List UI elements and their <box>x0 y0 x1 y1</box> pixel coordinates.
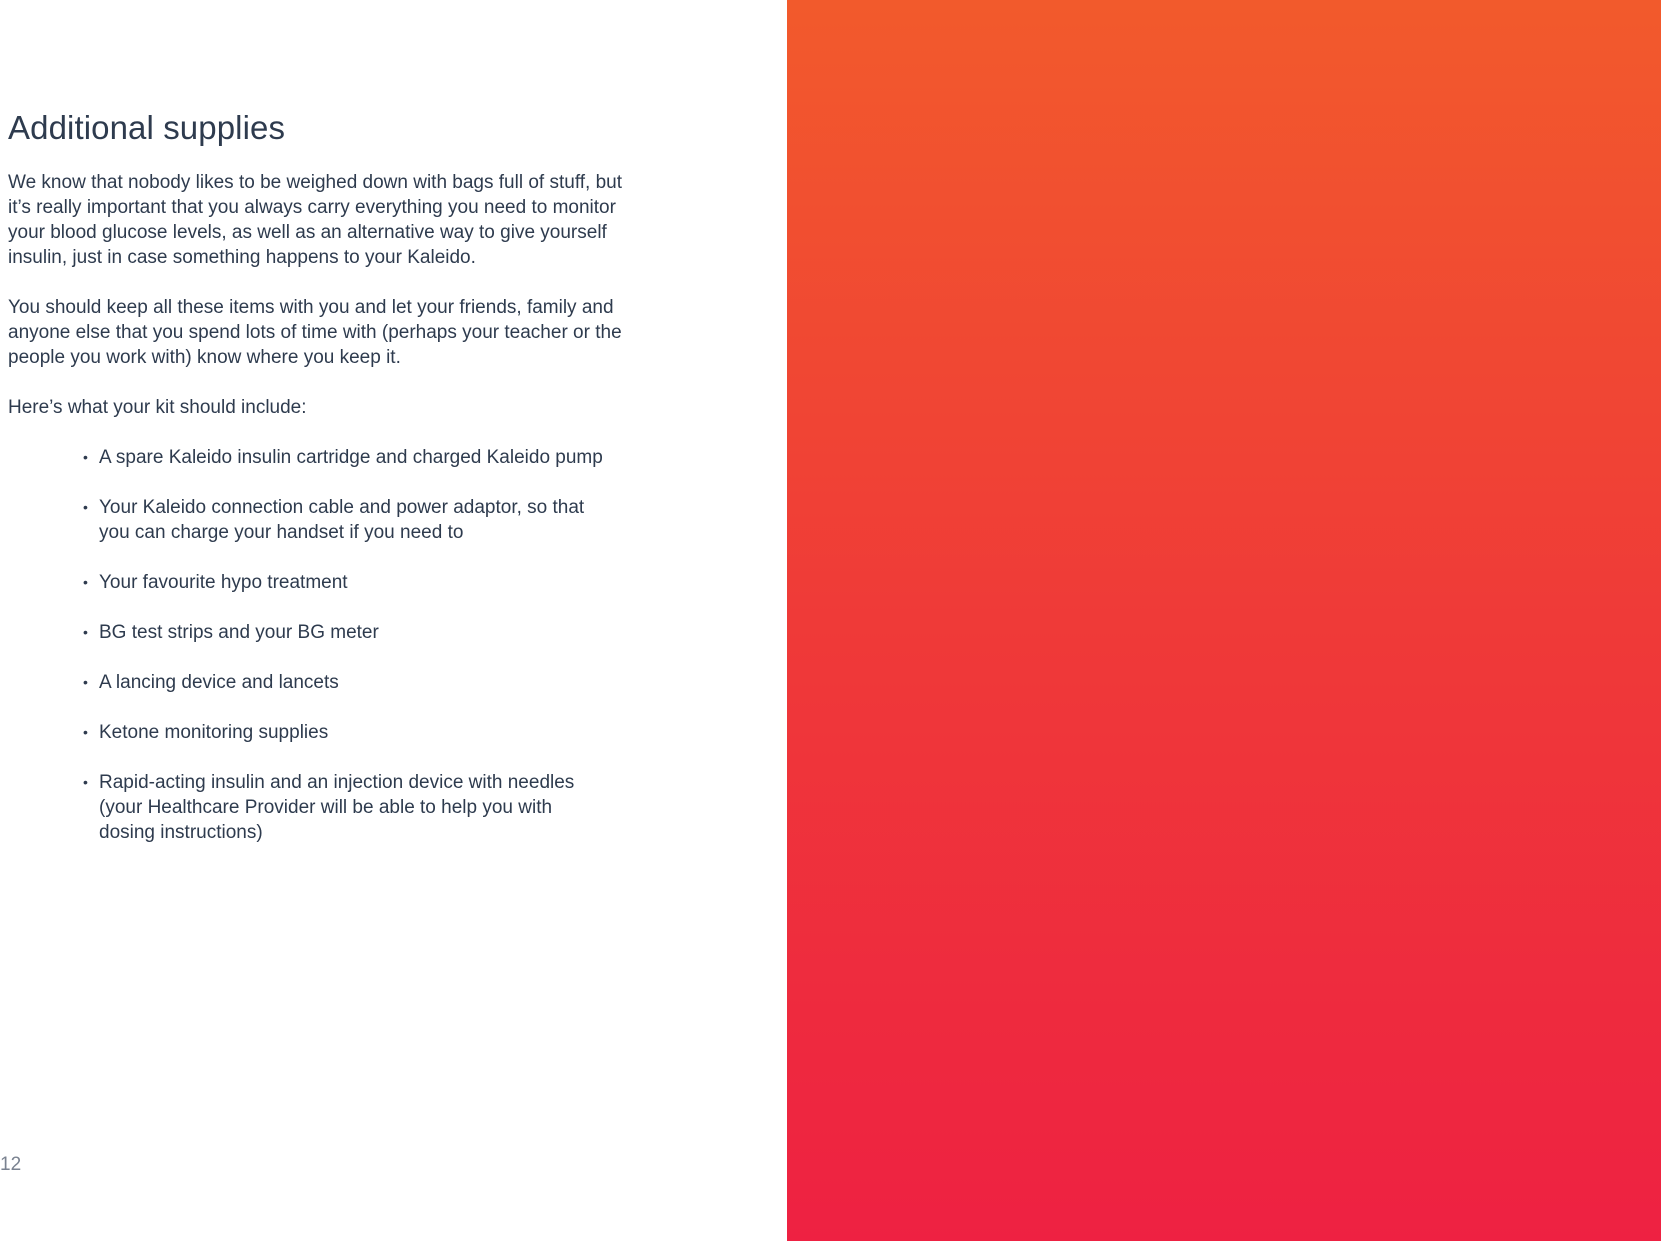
page-title: Additional supplies <box>8 109 286 146</box>
page-number: 12 <box>0 1154 22 1175</box>
page-content <box>8 106 628 870</box>
list-item-text: Your favourite hypo treatment <box>99 572 348 593</box>
list-item <box>83 770 603 845</box>
list-item-text: Ketone monitoring supplies <box>99 722 329 743</box>
list-item <box>83 720 603 745</box>
bullet-icon: • <box>83 774 88 790</box>
bullet-icon: • <box>83 724 88 740</box>
keep-items-paragraph: You should keep all these items with you and let your friends, family and anyone else that you spend lots of time with (perhaps your teacher or the people you work with) know where you keep it. <box>8 297 622 368</box>
list-item <box>83 670 603 695</box>
list-item-text: BG test strips and your BG meter <box>99 622 379 643</box>
list-item <box>83 620 603 645</box>
list-item <box>83 570 603 595</box>
list-item <box>83 445 603 470</box>
bullet-icon: • <box>83 624 88 640</box>
gradient-panel <box>787 0 1661 1241</box>
list-item-text: A spare Kaleido insulin cartridge and charged Kaleido pump <box>99 447 603 468</box>
bullet-icon: • <box>83 499 88 515</box>
list-item-text: A lancing device and lancets <box>99 672 339 693</box>
list-item-text: Rapid-acting insulin and an injection device with needles (your Healthcare Provider will be able to help you with dosing instructions) <box>99 772 575 843</box>
bullet-icon: • <box>83 449 88 465</box>
intro-paragraph: We know that nobody likes to be weighed down with bags full of stuff, but it’s really important that you always carry everything you need to monitor your blood glucose levels, as well as an alternative way to give yourself insulin, just in case something happens to your Kaleido. <box>8 172 623 268</box>
kit-intro-paragraph: Here’s what your kit should include: <box>8 397 307 418</box>
bullet-icon: • <box>83 674 88 690</box>
left-page <box>0 0 787 1241</box>
bullet-icon: • <box>83 574 88 590</box>
list-item <box>83 495 603 545</box>
kit-list <box>8 445 603 845</box>
list-item-text: Your Kaleido connection cable and power adaptor, so that you can charge your handset if you need to <box>99 497 585 543</box>
